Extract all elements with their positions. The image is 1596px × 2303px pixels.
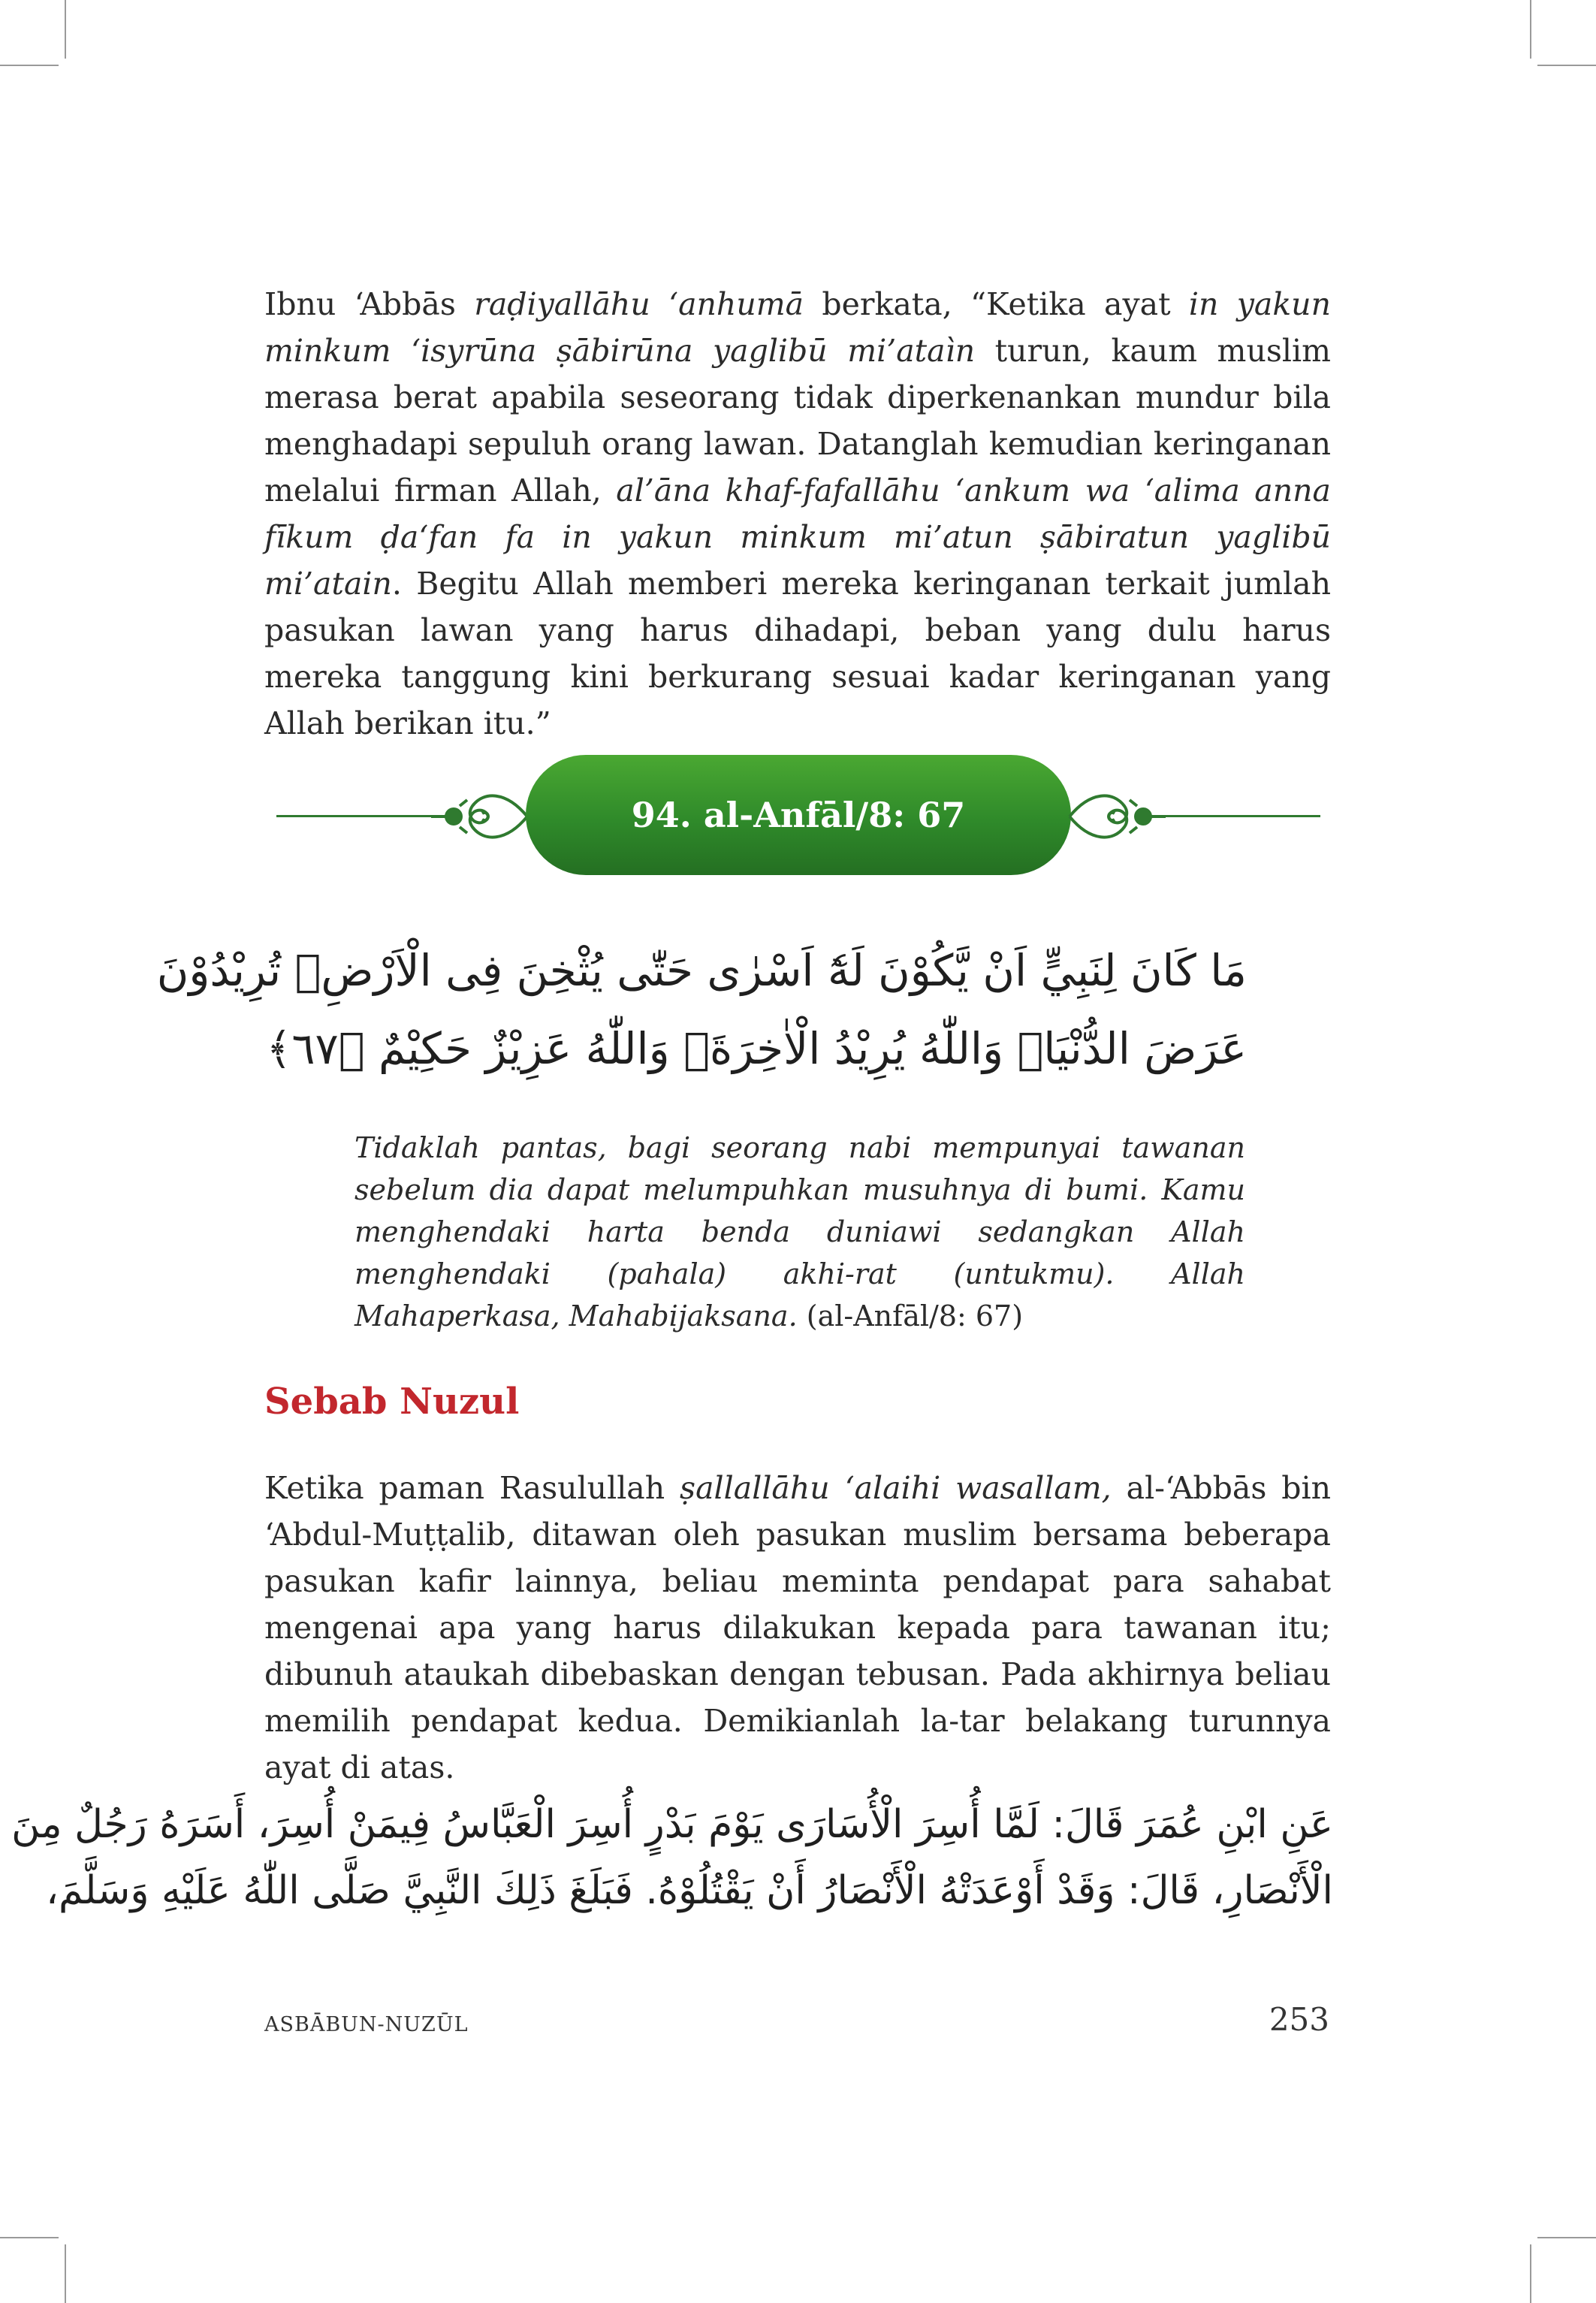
- floral-ornament-left-icon: [431, 783, 529, 850]
- verse-reference-title: 94. al-Anfāl/8: 67: [526, 755, 1071, 875]
- crop-mark: [1530, 2244, 1531, 2303]
- page-number: 253: [1269, 2001, 1329, 2038]
- banner-rule-left: [276, 815, 434, 817]
- text-span: . Begitu Allah memberi mereka keringanan terkait jumlah pasukan lawan yang harus dihadapi, beban yang dulu harus mereka tanggung kini berkurang sesuai kadar keringanan yang Allah berikan itu.”: [264, 566, 1331, 741]
- text-span: berkata, “Ketika ayat: [804, 286, 1189, 322]
- crop-mark: [1537, 2237, 1596, 2238]
- running-footer-title: ASBĀBUN-NUZŪL: [264, 2013, 469, 2036]
- sebab-nuzul-paragraph: [264, 1465, 1331, 1791]
- intro-paragraph: [264, 281, 1331, 747]
- verse-line-1: مَا كَانَ لِنَبِيٍّ اَنْ يَّكُوْنَ لَهٗٓ اَسْرٰى حَتّٰى يُثْخِنَ فِى الْاَرْضِۗ تُرِيْدُوْنَ: [156, 945, 1247, 996]
- crop-mark: [1530, 0, 1531, 59]
- italic-span: raḍiyallāhu ʻanhumā: [474, 286, 804, 322]
- hadith-text: [11, 1791, 1333, 1924]
- hadith-line-1: عَنِ ابْنِ عُمَرَ قَالَ: لَمَّا أُسِرَ الْأُسَارَى يَوْمَ بَدْرٍ أُسِرَ الْعَبَّاسُ فِيمَنْ أُسِرَ، أَسَرَهُ رَجُلٌ مِنَ: [11, 1802, 1333, 1847]
- quran-verse: [156, 931, 1247, 1088]
- text-span: Ibnu ʻAbbās: [264, 286, 475, 322]
- crop-mark: [65, 0, 66, 59]
- italic-span: in yakun minkum ʻisyrūna ṣābirūna yaglibū mi’ataìn: [264, 286, 1331, 369]
- text-span: Ketika paman Rasulullah: [264, 1470, 680, 1506]
- crop-mark: [65, 2244, 66, 2303]
- crop-mark: [0, 2237, 59, 2238]
- crop-mark: [1537, 65, 1596, 66]
- crop-mark: [0, 65, 59, 66]
- translation-text: Tidaklah pantas, bagi seorang nabi mempunyai tawanan sebelum dia dapat melumpuhkan musuhnya di bumi. Kamu menghendaki harta benda duniawi sedangkan Allah menghendaki (pahala) akhi-rat (untukmu). Allah Mahaperkasa, Mahabijaksana.: [354, 1131, 1245, 1333]
- translation-reference: (al-Anfāl/8: 67): [797, 1299, 1024, 1333]
- floral-ornament-right-icon: [1068, 783, 1166, 850]
- banner-rule-right: [1163, 815, 1320, 817]
- section-heading: Sebab Nuzul: [264, 1381, 520, 1423]
- verse-line-2: عَرَضَ الدُّنْيَاۖ وَاللّٰهُ يُرِيْدُ الْاٰخِرَةَۗ وَاللّٰهُ عَزِيْزٌ حَكِيْمٌ ﴿٦٧﴾: [266, 1023, 1247, 1074]
- text-span: turun, kaum muslim merasa berat apabila seseorang tidak diperkenankan mundur bila menghadapi sepuluh orang lawan. Datanglah kemudian keringanan melalui firman Allah,: [264, 333, 1331, 509]
- verse-translation: [354, 1127, 1245, 1337]
- hadith-line-2: الْأَنْصَارِ، قَالَ: وَقَدْ أَوْعَدَتْهُ الْأَنْصَارُ أَنْ يَقْتُلُوْهُ. فَبَلَغَ ذَلِكَ النَّبِيَّ صَلَّى اللّٰهُ عَلَيْهِ وَسَلَّمَ،: [46, 1868, 1333, 1913]
- italic-span: ṣallallāhu ʻalaihi wasallam,: [680, 1470, 1112, 1506]
- italic-span: al’āna khaf-fafallāhu ʻankum wa ʻalima anna fīkum ḍa‘fan fa in yakun minkum mi’atun ṣābiratun yaglibū mi’atain: [264, 472, 1331, 602]
- text-span: al-ʻAbbās bin ʻAbdul-Muṭṭalib, ditawan oleh pasukan muslim bersama beberapa pasukan kafir lainnya, beliau meminta pendapat para sahabat mengenai apa yang harus dilakukan kepada para tawanan itu; dibunuh ataukah dibebaskan dengan tebusan. Pada akhirnya beliau memilih pendapat kedua. Demikianlah la-tar belakang turunnya ayat di atas.: [264, 1470, 1332, 1785]
- verse-banner: [276, 755, 1320, 878]
